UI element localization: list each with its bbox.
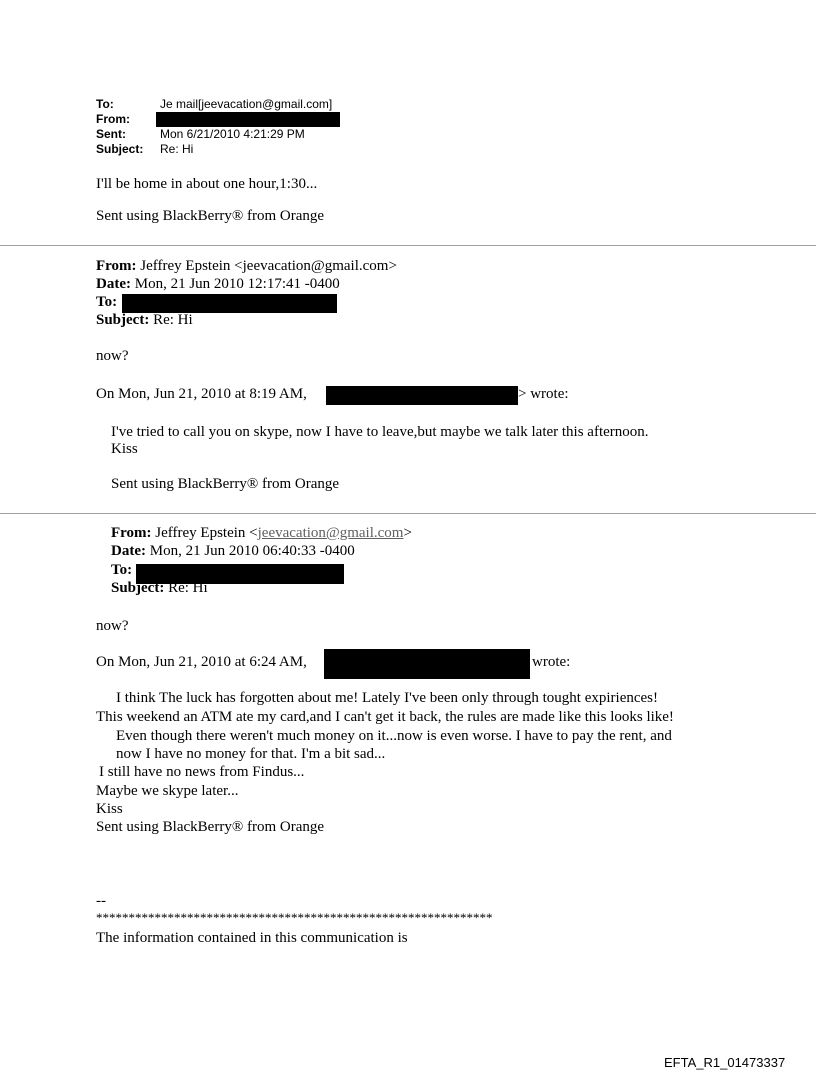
message3-from-line [111, 525, 412, 542]
redaction-bar [326, 386, 518, 405]
message2-quoted-signature: Sent using BlackBerry® from Orange [111, 476, 340, 492]
to-value: Je mail[jeevacation@gmail.com] [160, 97, 333, 111]
message2-subject-value: Re: Hi [149, 312, 193, 328]
redaction-bar [156, 112, 340, 127]
message3-to-line [111, 562, 132, 579]
message3-quote-intro-prefix: On Mon, Jun 21, 2010 at 6:24 AM, [96, 654, 307, 670]
message3-quote-intro-suffix: wrote: [532, 654, 571, 670]
message2-from-label: From: [96, 258, 137, 274]
divider [0, 245, 816, 246]
message2-date-label: Date: [96, 276, 131, 292]
document-id: EFTA_R1_01473337 [664, 1055, 786, 1070]
message2-body: now? [96, 348, 129, 364]
message2-to-line [96, 294, 117, 311]
message3-date-value: Mon, 21 Jun 2010 06:40:33 -0400 [145, 543, 355, 559]
message2-date-value: Mon, 21 Jun 2010 12:17:41 -0400 [130, 276, 340, 292]
message2-quote-intro-prefix: On Mon, Jun 21, 2010 at 8:19 AM, [96, 386, 307, 402]
message3-line: now I have no money for that. I'm a bit sad... [116, 746, 386, 762]
message3-from-label: From: [111, 525, 152, 541]
message2-from-value: Jeffrey Epstein <jeevacation@gmail.com> [136, 258, 397, 274]
redaction-bar [122, 294, 337, 313]
message1-signature: Sent using BlackBerry® from Orange [96, 208, 325, 224]
message3-line: This weekend an ATM ate my card,and I can't get it back, the rules are made like this looks like! [96, 709, 674, 725]
message1-body: I'll be home in about one hour,1:30... [96, 176, 318, 192]
message3-line: Maybe we skype later... [96, 783, 239, 799]
divider [0, 513, 816, 514]
message2-to-label: To: [96, 294, 118, 310]
message2-date-line [96, 276, 340, 293]
subject-label: Subject: [96, 142, 144, 156]
from-label: From: [96, 112, 130, 126]
message2-subject-line [96, 312, 193, 329]
message2-from-line [96, 258, 397, 275]
message3-subject-value: Re: Hi [164, 580, 208, 596]
message3-line: Even though there weren't much money on it...now is even worse. I have to pay the rent, and [116, 728, 672, 744]
footer-dashes: -- [96, 893, 106, 909]
message2-quoted-line: I've tried to call you on skype, now I have to leave,but maybe we talk later this afternoon. [111, 424, 649, 440]
message3-line: Kiss [96, 801, 123, 817]
to-label: To: [96, 97, 114, 111]
message3-line: I still have no news from Findus... [99, 764, 305, 780]
message3-line: I think The luck has forgotten about me! Lately I've been only through tought expiriences! [116, 690, 658, 706]
message3-email-link[interactable]: jeevacation@gmail.com [257, 525, 404, 541]
footer-disclaimer: The information contained in this communication is [96, 930, 408, 946]
message3-from-name: Jeffrey Epstein < [151, 525, 258, 541]
message3-date-line [111, 543, 355, 560]
subject-value: Re: Hi [160, 142, 194, 156]
message3-subject-line [111, 580, 208, 597]
message2-subject-label: Subject: [96, 312, 150, 328]
message2-quoted-line: Kiss [111, 441, 138, 457]
message2-quote-intro-suffix: > wrote: [518, 386, 569, 402]
message3-date-label: Date: [111, 543, 146, 559]
message3-signature: Sent using BlackBerry® from Orange [96, 819, 325, 835]
message3-body: now? [96, 618, 129, 634]
redaction-bar [324, 649, 530, 679]
sent-label: Sent: [96, 127, 126, 141]
message3-subject-label: Subject: [111, 580, 165, 596]
message3-from-close: > [403, 525, 412, 541]
message3-to-label: To: [111, 562, 133, 578]
footer-stars: ************************************************************* [96, 910, 493, 925]
sent-value: Mon 6/21/2010 4:21:29 PM [160, 127, 305, 141]
